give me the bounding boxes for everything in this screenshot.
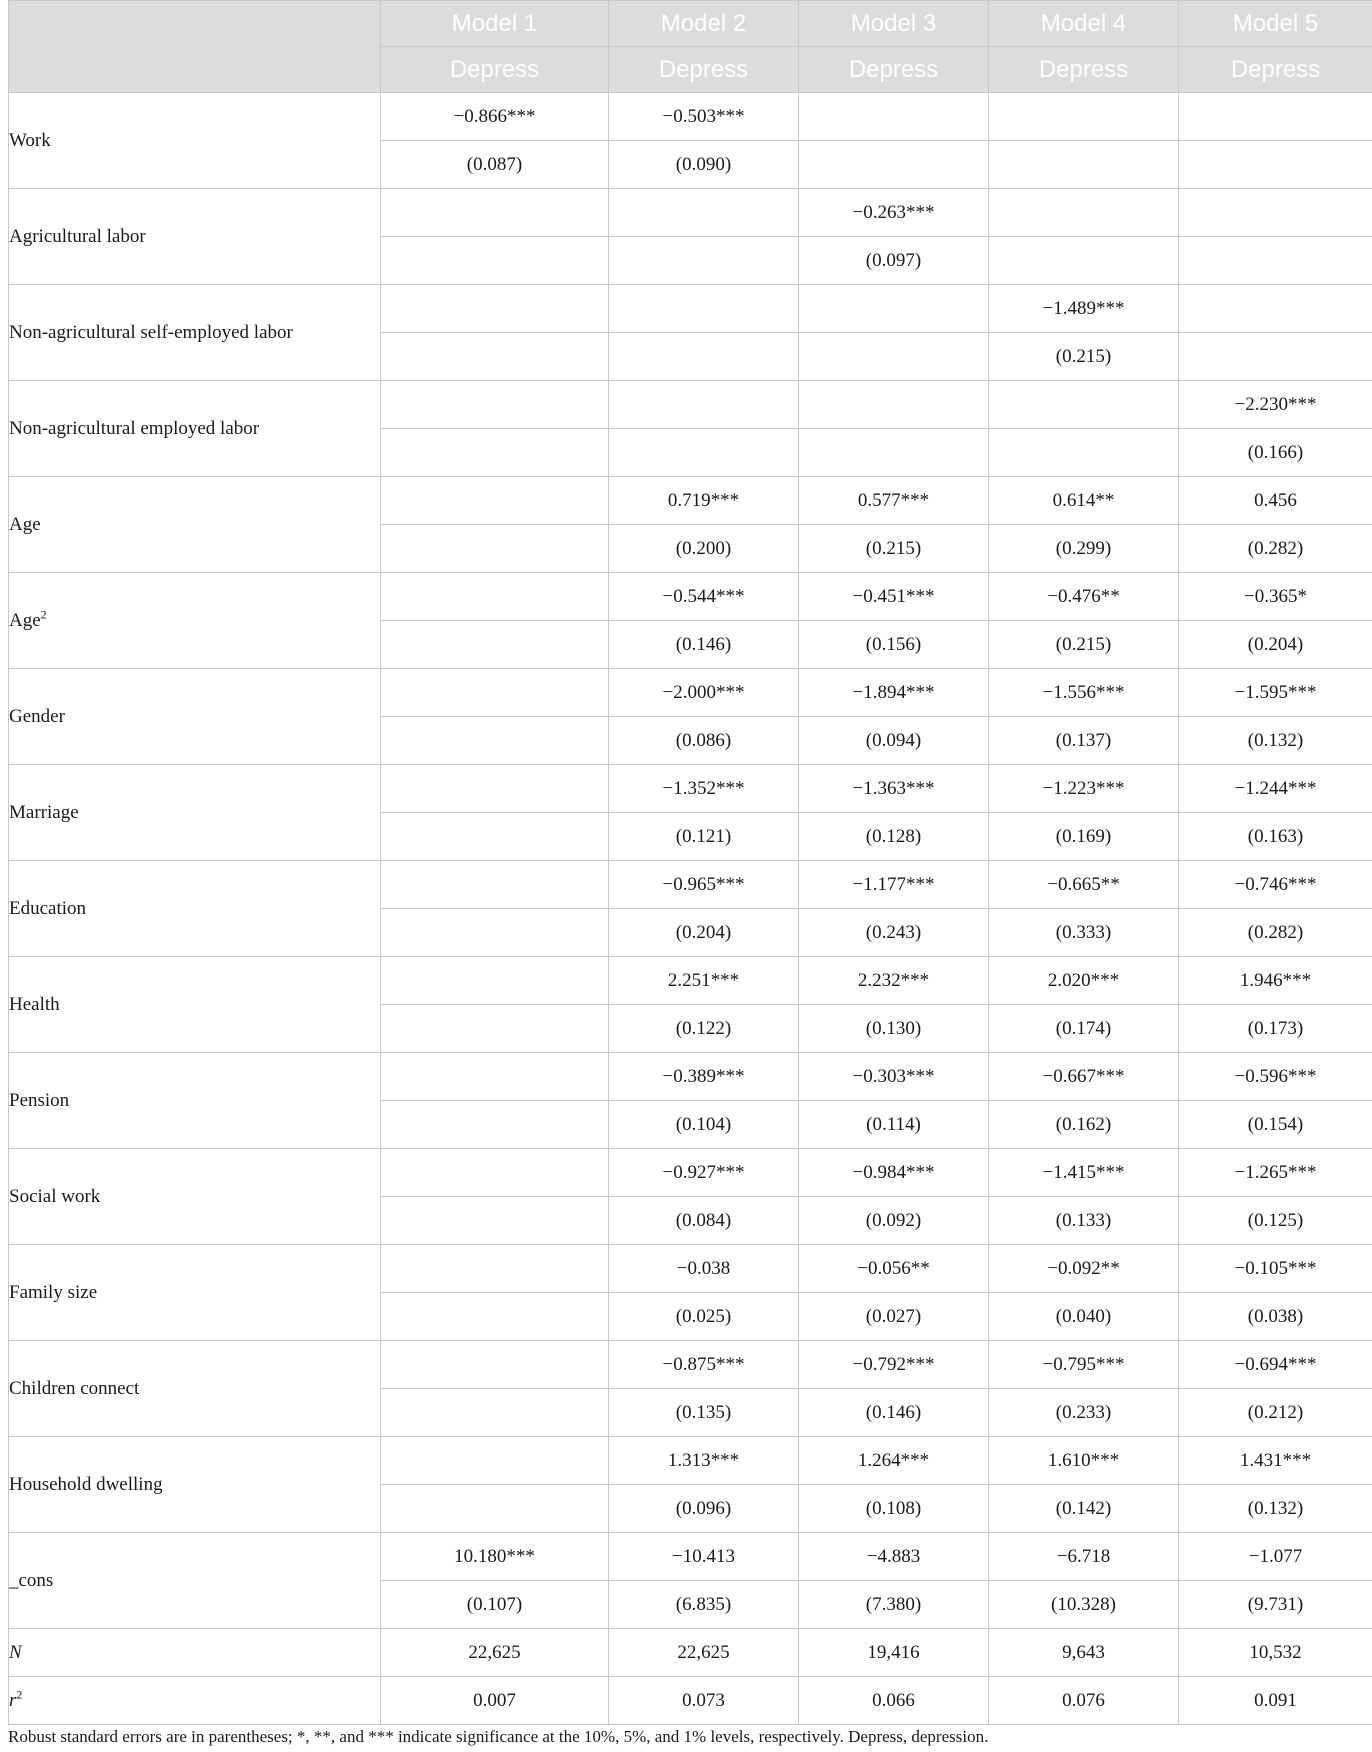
coefficient-cell: −0.365* [1179, 573, 1372, 621]
standard-error-cell: (0.146) [799, 1389, 989, 1437]
standard-error-cell: (0.086) [609, 717, 799, 765]
header-row-models [9, 1, 1372, 47]
coefficient-cell: −10.413 [609, 1533, 799, 1581]
coef-row [9, 93, 1372, 141]
coefficient-cell: 0.719*** [609, 477, 799, 525]
standard-error-cell: (0.204) [1179, 621, 1372, 669]
coefficient-cell: 0.456 [1179, 477, 1372, 525]
coefficient-cell: −1.595*** [1179, 669, 1372, 717]
coef-row [9, 189, 1372, 237]
coefficient-cell: 1.610*** [989, 1437, 1179, 1485]
coefficient-cell: −1.077 [1179, 1533, 1372, 1581]
coefficient-cell: −1.223*** [989, 765, 1179, 813]
coefficient-cell [989, 93, 1179, 141]
coefficient-cell: −1.244*** [1179, 765, 1372, 813]
coefficient-cell: −0.263*** [799, 189, 989, 237]
coefficient-cell [381, 189, 609, 237]
variable-label [9, 957, 381, 1053]
standard-error-cell [609, 333, 799, 381]
standard-error-cell: (0.215) [989, 333, 1179, 381]
variable-label-text: Agricultural labor [9, 225, 146, 247]
coef-row [9, 573, 1372, 621]
coefficient-cell: −0.665** [989, 861, 1179, 909]
statistic-value-cell: 9,643 [989, 1629, 1179, 1677]
header-depvar-2: Depress [609, 47, 799, 93]
header-model-1: Model 1 [381, 1, 609, 47]
statistic-label [9, 1629, 381, 1677]
coefficient-cell [381, 765, 609, 813]
coef-row [9, 1437, 1372, 1485]
standard-error-cell: (0.215) [989, 621, 1179, 669]
coefficient-cell [381, 1245, 609, 1293]
variable-label-text: Pension [9, 1089, 70, 1111]
standard-error-cell: (0.200) [609, 525, 799, 573]
coefficient-cell [381, 1149, 609, 1197]
variable-label-text: Age [9, 513, 41, 535]
coefficient-cell: −0.984*** [799, 1149, 989, 1197]
coef-row [9, 477, 1372, 525]
standard-error-cell [609, 237, 799, 285]
coefficient-cell [1179, 189, 1372, 237]
header-model-5: Model 5 [1179, 1, 1372, 47]
variable-label [9, 1149, 381, 1245]
coefficient-cell: −0.792*** [799, 1341, 989, 1389]
variable-label [9, 1053, 381, 1149]
standard-error-cell: (0.090) [609, 141, 799, 189]
standard-error-cell [381, 333, 609, 381]
coefficient-cell [989, 189, 1179, 237]
standard-error-cell: (0.097) [799, 237, 989, 285]
coefficient-cell [381, 573, 609, 621]
coefficient-cell: −0.544*** [609, 573, 799, 621]
coefficient-cell: −0.092** [989, 1245, 1179, 1293]
standard-error-cell: (0.135) [609, 1389, 799, 1437]
statistic-row [9, 1677, 1372, 1725]
statistic-label-text: N [9, 1641, 22, 1663]
coefficient-cell: −0.694*** [1179, 1341, 1372, 1389]
coefficient-cell: −0.596*** [1179, 1053, 1372, 1101]
coefficient-cell: −1.265*** [1179, 1149, 1372, 1197]
standard-error-cell [381, 1389, 609, 1437]
coef-row [9, 765, 1372, 813]
variable-label-text: Age [9, 609, 41, 631]
statistic-value-cell: 22,625 [381, 1629, 609, 1677]
coefficient-cell: 0.614** [989, 477, 1179, 525]
standard-error-cell: (0.040) [989, 1293, 1179, 1341]
coefficient-cell: 1.946*** [1179, 957, 1372, 1005]
standard-error-cell [381, 429, 609, 477]
variable-label-text: Family size [9, 1281, 98, 1303]
coefficient-cell: −0.303*** [799, 1053, 989, 1101]
standard-error-cell: (0.114) [799, 1101, 989, 1149]
standard-error-cell [799, 333, 989, 381]
statistic-value-cell: 0.076 [989, 1677, 1179, 1725]
standard-error-cell: (0.282) [1179, 909, 1372, 957]
variable-label-text: _cons [9, 1569, 54, 1591]
coefficient-cell [381, 1053, 609, 1101]
coef-row [9, 1533, 1372, 1581]
coefficient-cell [609, 285, 799, 333]
standard-error-cell: (0.162) [989, 1101, 1179, 1149]
coefficient-cell: −0.965*** [609, 861, 799, 909]
coefficient-cell: −2.000*** [609, 669, 799, 717]
coefficient-cell [989, 381, 1179, 429]
header-depvar-4: Depress [989, 47, 1179, 93]
standard-error-cell: (0.212) [1179, 1389, 1372, 1437]
coefficient-cell: −0.389*** [609, 1053, 799, 1101]
header-depvar-1: Depress [381, 47, 609, 93]
standard-error-cell [381, 1197, 609, 1245]
coefficient-cell: 10.180*** [381, 1533, 609, 1581]
variable-label [9, 1533, 381, 1629]
variable-label-text: Household dwelling [9, 1473, 163, 1495]
standard-error-cell: (0.137) [989, 717, 1179, 765]
coefficient-cell [381, 861, 609, 909]
standard-error-cell: (0.087) [381, 141, 609, 189]
statistic-value-cell: 0.007 [381, 1677, 609, 1725]
coef-row [9, 669, 1372, 717]
standard-error-cell: (0.154) [1179, 1101, 1372, 1149]
header-blank-cell [9, 1, 381, 93]
table-footnote: Robust standard errors are in parentheses; *, **, and *** indicate significance at the 10%, 5%, and 1% levels, respectively. Depress, depression. [8, 1727, 989, 1746]
standard-error-cell [381, 1005, 609, 1053]
coef-row [9, 1053, 1372, 1101]
coefficient-cell: −0.875*** [609, 1341, 799, 1389]
standard-error-cell [799, 141, 989, 189]
standard-error-cell [381, 1293, 609, 1341]
header-model-3: Model 3 [799, 1, 989, 47]
standard-error-cell: (0.038) [1179, 1293, 1372, 1341]
standard-error-cell [799, 429, 989, 477]
coefficient-cell: −0.746*** [1179, 861, 1372, 909]
standard-error-cell [381, 1485, 609, 1533]
statistic-value-cell: 10,532 [1179, 1629, 1372, 1677]
coefficient-cell: −0.451*** [799, 573, 989, 621]
standard-error-cell: (9.731) [1179, 1581, 1372, 1629]
coefficient-cell: 0.577*** [799, 477, 989, 525]
coefficient-cell [799, 381, 989, 429]
coefficient-cell [381, 477, 609, 525]
coefficient-cell [381, 957, 609, 1005]
standard-error-cell: (0.166) [1179, 429, 1372, 477]
variable-label-text: Marriage [9, 801, 79, 823]
standard-error-cell: (0.215) [799, 525, 989, 573]
variable-label [9, 189, 381, 285]
standard-error-cell: (0.122) [609, 1005, 799, 1053]
statistic-row [9, 1629, 1372, 1677]
variable-label-text: Education [9, 897, 87, 919]
standard-error-cell: (0.169) [989, 813, 1179, 861]
coefficient-cell: 2.251*** [609, 957, 799, 1005]
coefficient-cell: −0.927*** [609, 1149, 799, 1197]
regression-table-container [8, 0, 1372, 1725]
coef-row [9, 861, 1372, 909]
header-depvar-5: Depress [1179, 47, 1372, 93]
standard-error-cell: (0.128) [799, 813, 989, 861]
coefficient-cell: −0.667*** [989, 1053, 1179, 1101]
standard-error-cell: (0.092) [799, 1197, 989, 1245]
statistic-value-cell: 0.066 [799, 1677, 989, 1725]
coefficient-cell [381, 1437, 609, 1485]
standard-error-cell [1179, 333, 1372, 381]
coefficient-cell: 1.313*** [609, 1437, 799, 1485]
standard-error-cell: (0.173) [1179, 1005, 1372, 1053]
variable-label [9, 765, 381, 861]
coefficient-cell [1179, 285, 1372, 333]
standard-error-cell [381, 237, 609, 285]
standard-error-cell: (0.133) [989, 1197, 1179, 1245]
standard-error-cell [381, 1101, 609, 1149]
coef-row [9, 957, 1372, 1005]
coef-row [9, 381, 1372, 429]
standard-error-cell: (0.233) [989, 1389, 1179, 1437]
standard-error-cell: (0.156) [799, 621, 989, 669]
coefficient-cell [381, 285, 609, 333]
header-model-4: Model 4 [989, 1, 1179, 47]
coef-row [9, 1341, 1372, 1389]
standard-error-cell: (0.084) [609, 1197, 799, 1245]
coefficient-cell [609, 381, 799, 429]
standard-error-cell: (0.104) [609, 1101, 799, 1149]
coefficient-cell: −6.718 [989, 1533, 1179, 1581]
coefficient-cell: −0.795*** [989, 1341, 1179, 1389]
coefficient-cell: 1.431*** [1179, 1437, 1372, 1485]
variable-label-text: Social work [9, 1185, 101, 1207]
coefficient-cell: −1.363*** [799, 765, 989, 813]
standard-error-cell: (0.027) [799, 1293, 989, 1341]
statistic-value-cell: 22,625 [609, 1629, 799, 1677]
coefficient-cell: −0.503*** [609, 93, 799, 141]
statistic-label-text: r [9, 1689, 17, 1711]
standard-error-cell: (0.333) [989, 909, 1179, 957]
standard-error-cell: (0.094) [799, 717, 989, 765]
statistic-label [9, 1677, 381, 1725]
coef-row [9, 1245, 1372, 1293]
variable-label [9, 1245, 381, 1341]
variable-label [9, 93, 381, 189]
coefficient-cell: −1.894*** [799, 669, 989, 717]
coefficient-cell: −1.415*** [989, 1149, 1179, 1197]
standard-error-cell: (0.025) [609, 1293, 799, 1341]
coefficient-cell [609, 189, 799, 237]
standard-error-cell: (0.282) [1179, 525, 1372, 573]
standard-error-cell [609, 429, 799, 477]
standard-error-cell: (0.121) [609, 813, 799, 861]
coefficient-cell: −0.105*** [1179, 1245, 1372, 1293]
coefficient-cell: −1.177*** [799, 861, 989, 909]
standard-error-cell [381, 717, 609, 765]
variable-label [9, 477, 381, 573]
variable-label [9, 1341, 381, 1437]
statistic-value-cell: 19,416 [799, 1629, 989, 1677]
standard-error-cell: (6.835) [609, 1581, 799, 1629]
standard-error-cell: (7.380) [799, 1581, 989, 1629]
standard-error-cell: (10.328) [989, 1581, 1179, 1629]
variable-label-text: Children connect [9, 1377, 140, 1399]
standard-error-cell: (0.132) [1179, 1485, 1372, 1533]
header-model-2: Model 2 [609, 1, 799, 47]
standard-error-cell: (0.299) [989, 525, 1179, 573]
variable-label [9, 861, 381, 957]
coefficient-cell: −0.866*** [381, 93, 609, 141]
standard-error-cell [381, 525, 609, 573]
coefficient-cell: −1.556*** [989, 669, 1179, 717]
statistic-value-cell: 0.091 [1179, 1677, 1372, 1725]
variable-label [9, 669, 381, 765]
coefficient-cell: 2.020*** [989, 957, 1179, 1005]
variable-label [9, 381, 381, 477]
variable-label [9, 1437, 381, 1533]
coefficient-cell: −2.230*** [1179, 381, 1372, 429]
standard-error-cell: (0.108) [799, 1485, 989, 1533]
variable-label-text: Non-agricultural employed labor [9, 417, 260, 439]
coefficient-cell [381, 669, 609, 717]
coefficient-cell: −0.038 [609, 1245, 799, 1293]
standard-error-cell: (0.107) [381, 1581, 609, 1629]
coefficient-cell: −1.352*** [609, 765, 799, 813]
standard-error-cell: (0.174) [989, 1005, 1179, 1053]
standard-error-cell: (0.125) [1179, 1197, 1372, 1245]
standard-error-cell [381, 909, 609, 957]
coefficient-cell [1179, 93, 1372, 141]
variable-label-superscript: 2 [40, 607, 47, 622]
coef-row [9, 285, 1372, 333]
standard-error-cell [1179, 141, 1372, 189]
variable-label-text: Work [9, 129, 51, 151]
standard-error-cell: (0.146) [609, 621, 799, 669]
standard-error-cell: (0.243) [799, 909, 989, 957]
coefficient-cell [381, 381, 609, 429]
standard-error-cell [1179, 237, 1372, 285]
coefficient-cell: −0.476** [989, 573, 1179, 621]
coefficient-cell [799, 93, 989, 141]
variable-label-text: Health [9, 993, 60, 1015]
standard-error-cell: (0.132) [1179, 717, 1372, 765]
variable-label-text: Gender [9, 705, 65, 727]
standard-error-cell: (0.142) [989, 1485, 1179, 1533]
coefficient-cell: −4.883 [799, 1533, 989, 1581]
standard-error-cell: (0.163) [1179, 813, 1372, 861]
variable-label [9, 573, 381, 669]
coefficient-cell: 2.232*** [799, 957, 989, 1005]
statistic-value-cell: 0.073 [609, 1677, 799, 1725]
coefficient-cell: −1.489*** [989, 285, 1179, 333]
header-depvar-3: Depress [799, 47, 989, 93]
coefficient-cell: −0.056** [799, 1245, 989, 1293]
standard-error-cell [381, 621, 609, 669]
variable-label [9, 285, 381, 381]
standard-error-cell [989, 429, 1179, 477]
variable-label-text: Non-agricultural self-employed labor [9, 321, 293, 343]
standard-error-cell [381, 813, 609, 861]
standard-error-cell: (0.096) [609, 1485, 799, 1533]
standard-error-cell [989, 237, 1179, 285]
coefficient-cell: 1.264*** [799, 1437, 989, 1485]
statistic-label-superscript: 2 [16, 1687, 23, 1702]
coefficient-cell [381, 1341, 609, 1389]
regression-table [8, 0, 1372, 1725]
standard-error-cell: (0.204) [609, 909, 799, 957]
coef-row [9, 1149, 1372, 1197]
standard-error-cell: (0.130) [799, 1005, 989, 1053]
coefficient-cell [799, 285, 989, 333]
standard-error-cell [989, 141, 1179, 189]
